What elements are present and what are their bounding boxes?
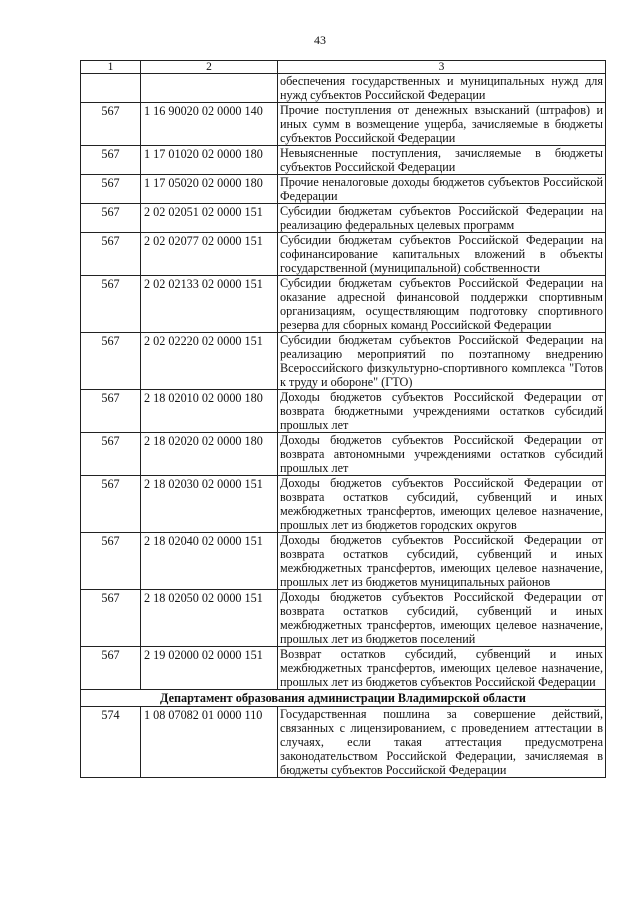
- budget-code-cell: 2 02 02133 02 0000 151: [141, 276, 278, 333]
- budget-code-cell: 2 02 02051 02 0000 151: [141, 204, 278, 233]
- admin-code-cell: 567: [81, 590, 141, 647]
- admin-code-cell: 567: [81, 390, 141, 433]
- table-row: [81, 74, 606, 103]
- budget-code-cell: 1 16 90020 02 0000 140: [141, 103, 278, 146]
- table-row: [81, 204, 606, 233]
- page-number: 43: [314, 33, 326, 47]
- table-row: [81, 590, 606, 647]
- admin-code-cell: 567: [81, 476, 141, 533]
- description-cell: обеспечения государственных и муниципальных нужд для нужд субъектов Российской Федерации: [278, 74, 606, 103]
- revenue-codes-table: [80, 60, 606, 778]
- table-body: [81, 74, 606, 778]
- header-col-1: 1: [81, 61, 141, 74]
- admin-code-cell: 567: [81, 103, 141, 146]
- table-row: [81, 333, 606, 390]
- table-row: [81, 533, 606, 590]
- admin-code-cell: 574: [81, 707, 141, 778]
- description-cell: Субсидии бюджетам субъектов Российской Федерации на оказание адресной финансовой поддержки спортивным организациям, осуществляющим подготовку спортивного резерва для сборных команд Российской Федерации: [278, 276, 606, 333]
- description-cell: Прочие неналоговые доходы бюджетов субъектов Российской Федерации: [278, 175, 606, 204]
- admin-code-cell: 567: [81, 175, 141, 204]
- admin-code-cell: 567: [81, 647, 141, 690]
- budget-code-cell: 2 19 02000 02 0000 151: [141, 647, 278, 690]
- description-cell: Доходы бюджетов субъектов Российской Федерации от возврата остатков субсидий, субвенций и иных межбюджетных трансфертов, имеющих целевое назначение, прошлых лет из бюджетов поселений: [278, 590, 606, 647]
- description-cell: Субсидии бюджетам субъектов Российской Федерации на софинансирование капитальных вложений в объекты государственной (муниципальной) собственности: [278, 233, 606, 276]
- description-cell: Прочие поступления от денежных взысканий (штрафов) и иных сумм в возмещение ущерба, зачисляемые в бюджеты субъектов Российской Федерации: [278, 103, 606, 146]
- budget-code-cell: 1 17 01020 02 0000 180: [141, 146, 278, 175]
- department-row: [81, 690, 606, 707]
- table-header: [81, 61, 606, 74]
- description-cell: Доходы бюджетов субъектов Российской Федерации от возврата остатков субсидий, субвенций и иных межбюджетных трансфертов, имеющих целевое назначение, прошлых лет из бюджетов городских округов: [278, 476, 606, 533]
- admin-code-cell: 567: [81, 433, 141, 476]
- table-row: [81, 233, 606, 276]
- table-row: [81, 433, 606, 476]
- budget-code-cell: 2 18 02010 02 0000 180: [141, 390, 278, 433]
- table-row: [81, 276, 606, 333]
- admin-code-cell: 567: [81, 276, 141, 333]
- budget-code-cell: 2 18 02050 02 0000 151: [141, 590, 278, 647]
- description-cell: Невыясненные поступления, зачисляемые в бюджеты субъектов Российской Федерации: [278, 146, 606, 175]
- budget-code-cell: 2 02 02220 02 0000 151: [141, 333, 278, 390]
- table-row: [81, 707, 606, 778]
- budget-code-cell: 2 18 02030 02 0000 151: [141, 476, 278, 533]
- admin-code-cell: 567: [81, 146, 141, 175]
- table-row: [81, 647, 606, 690]
- table-row: [81, 476, 606, 533]
- table-row: [81, 175, 606, 204]
- admin-code-cell: 567: [81, 233, 141, 276]
- table-row: [81, 103, 606, 146]
- description-cell: Доходы бюджетов субъектов Российской Федерации от возврата бюджетными учреждениями остатков субсидий прошлых лет: [278, 390, 606, 433]
- budget-code-cell: [141, 74, 278, 103]
- table-row: [81, 390, 606, 433]
- department-title: Департамент образования администрации Владимирской области: [81, 690, 606, 707]
- admin-code-cell: 567: [81, 204, 141, 233]
- description-cell: Субсидии бюджетам субъектов Российской Федерации на реализацию мероприятий по поэтапному внедрению Всероссийского физкультурно-спортивного комплекса "Готов к труду и обороне" (ГТО): [278, 333, 606, 390]
- description-cell: Доходы бюджетов субъектов Российской Федерации от возврата остатков субсидий, субвенций и иных межбюджетных трансфертов, имеющих целевое назначение, прошлых лет из бюджетов муниципальных районов: [278, 533, 606, 590]
- admin-code-cell: [81, 74, 141, 103]
- admin-code-cell: 567: [81, 533, 141, 590]
- header-col-3: 3: [278, 61, 606, 74]
- description-cell: Субсидии бюджетам субъектов Российской Федерации на реализацию федеральных целевых программ: [278, 204, 606, 233]
- budget-code-cell: 2 18 02040 02 0000 151: [141, 533, 278, 590]
- header-col-2: 2: [141, 61, 278, 74]
- description-cell: Возврат остатков субсидий, субвенций и иных межбюджетных трансфертов, имеющих целевое назначение, прошлых лет из бюджетов субъектов Российской Федерации: [278, 647, 606, 690]
- budget-code-cell: 1 17 05020 02 0000 180: [141, 175, 278, 204]
- budget-code-cell: 2 02 02077 02 0000 151: [141, 233, 278, 276]
- description-cell: Государственная пошлина за совершение действий, связанных с лицензированием, с проведением аттестации в случаях, если такая аттестация предусмотрена законодательством Российской Федерации, зачисляемая в бюджеты субъектов Российской Федерации: [278, 707, 606, 778]
- budget-code-cell: 2 18 02020 02 0000 180: [141, 433, 278, 476]
- description-cell: Доходы бюджетов субъектов Российской Федерации от возврата автономными учреждениями остатков субсидий прошлых лет: [278, 433, 606, 476]
- budget-code-cell: 1 08 07082 01 0000 110: [141, 707, 278, 778]
- admin-code-cell: 567: [81, 333, 141, 390]
- table-row: [81, 146, 606, 175]
